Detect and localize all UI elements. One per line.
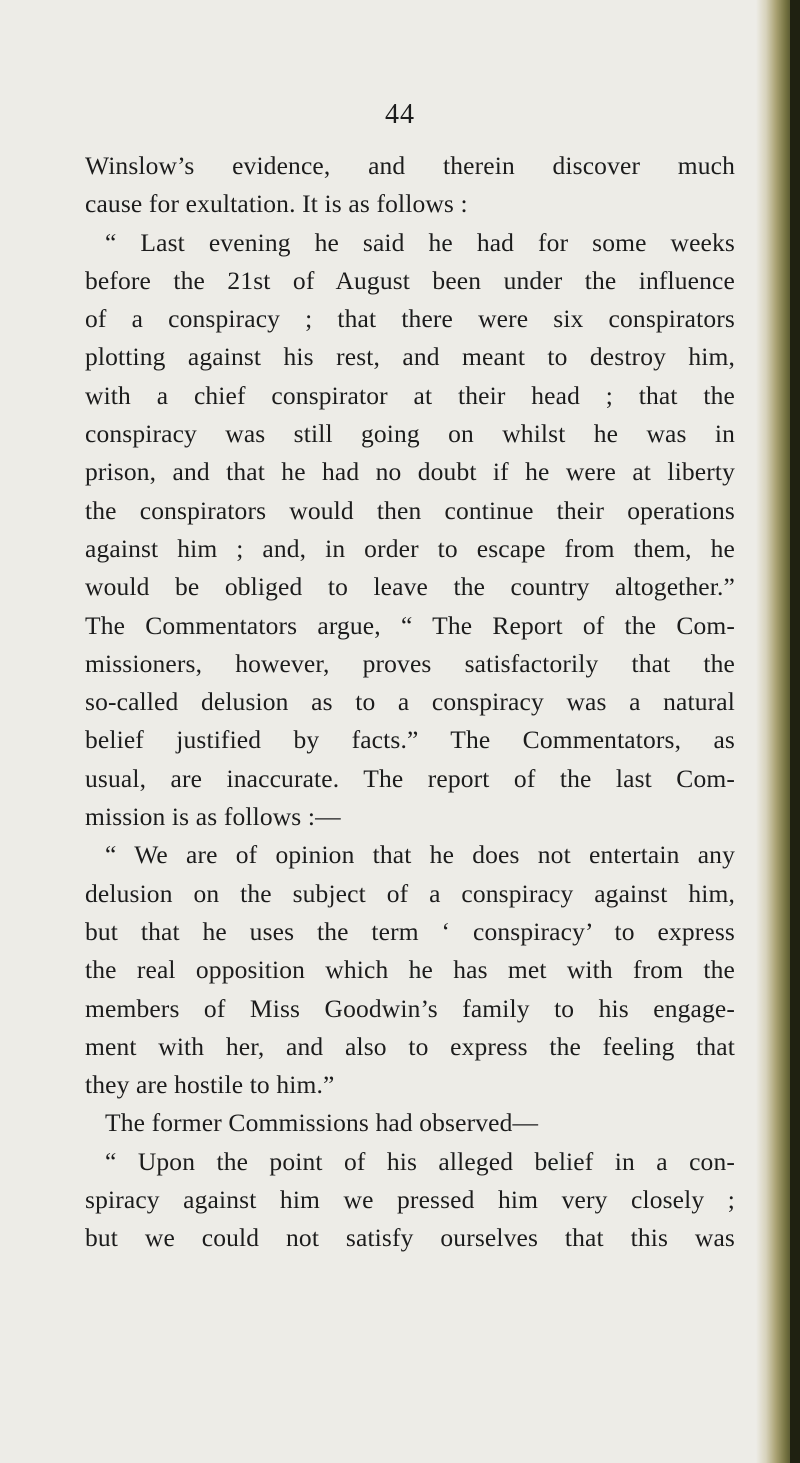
text-line: would be obliged to leave the country altogether.” <box>85 572 735 602</box>
text-line: the real opposition which he has met with from the <box>85 955 735 985</box>
page-edge-dark <box>790 0 800 1463</box>
text-line: with a chief conspirator at their head ; that the <box>85 380 735 410</box>
text-line: belief justified by facts.” The Commentators, as <box>85 725 735 755</box>
text-line: The former Commissions had observed— <box>105 1108 539 1138</box>
text-line: “ We are of opinion that he does not entertain any <box>105 840 735 870</box>
text-line: they are hostile to him.” <box>85 1070 335 1100</box>
text-line: “ Upon the point of his alleged belief in a con- <box>105 1146 735 1176</box>
text-line: conspiracy was still going on whilst he was in <box>85 419 735 449</box>
text-line: but that he uses the term ‘ conspiracy’ to express <box>85 916 735 946</box>
text-line: the conspirators would then continue their operations <box>85 495 735 525</box>
text-line: “ Last evening he said he had for some weeks <box>105 227 735 257</box>
text-line: so-called delusion as to a conspiracy was a natural <box>85 687 735 717</box>
text-line: of a conspiracy ; that there were six conspirators <box>85 304 735 334</box>
text-line: against him ; and, in order to escape from them, he <box>85 533 735 563</box>
text-line: delusion on the subject of a conspiracy against him, <box>85 878 735 908</box>
text-line: mission is as follows :— <box>85 802 341 832</box>
page-number: 44 <box>385 99 415 130</box>
text-line: members of Miss Goodwin’s family to his engage- <box>85 993 735 1023</box>
text-line: spiracy against him we pressed him very closely ; <box>85 1185 735 1215</box>
text-line: ment with her, and also to express the feeling that <box>85 1031 735 1061</box>
text-line: The Commentators argue, “ The Report of the Com- <box>85 610 735 640</box>
text-line: before the 21st of August been under the influence <box>85 265 735 295</box>
text-line: usual, are inaccurate. The report of the last Com- <box>85 763 735 793</box>
text-line: plotting against his rest, and meant to destroy him, <box>85 342 735 372</box>
text-line: Winslow’s evidence, and therein discover much <box>85 151 735 180</box>
text-line: but we could not satisfy ourselves that this was <box>85 1223 735 1253</box>
text-line: cause for exultation. It is as follows : <box>85 189 468 219</box>
text-line: prison, and that he had no doubt if he were at liberty <box>85 457 735 487</box>
text-line: missioners, however, proves satisfactorily that the <box>85 648 735 678</box>
body-text <box>85 147 735 1258</box>
